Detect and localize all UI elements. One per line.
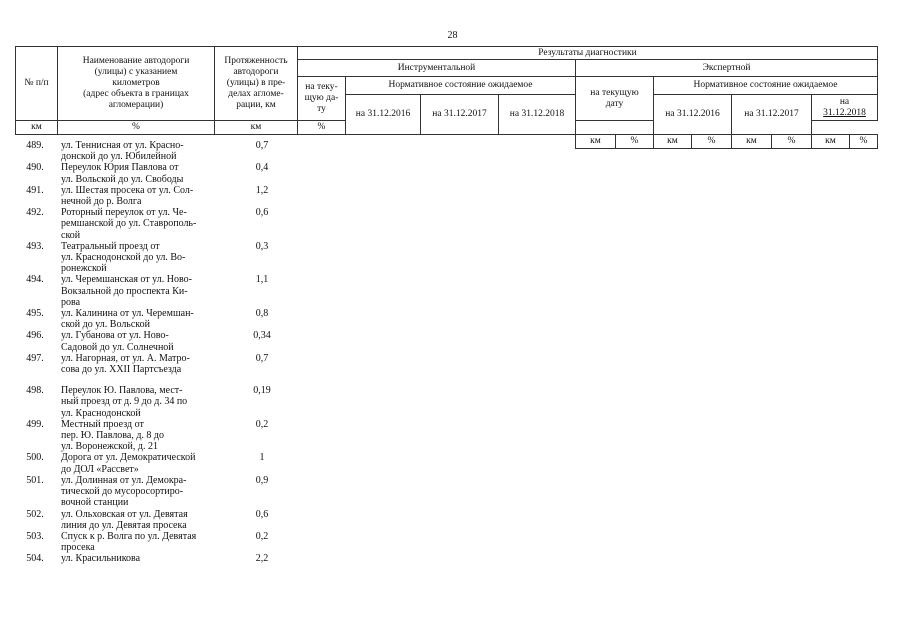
row-number: 501. bbox=[26, 474, 44, 486]
col-name-header bbox=[58, 47, 215, 121]
row-number: 489. bbox=[26, 140, 44, 151]
road-length: 0,6 bbox=[255, 508, 269, 520]
unit-pct: % bbox=[850, 135, 878, 149]
normative-expert: Нормативное состояние ожидаемое bbox=[654, 77, 878, 95]
row-number: 504. bbox=[26, 553, 44, 565]
road-name: ул. Черемшанская от ул. Ново- Вокзальной до проспекта Ки- рова bbox=[61, 274, 192, 308]
row-number: 491. bbox=[26, 184, 44, 196]
road-name: Местный проезд от пер. Ю. Павлова, д. 8 до ул. Воронежской, д. 21 bbox=[61, 418, 165, 453]
expert-date-2018: на 31.12.2018 bbox=[812, 95, 878, 121]
road-name: ул. Нагорная, от ул. А. Матро- сова до ул. XXII Партсъезда bbox=[61, 352, 190, 376]
header-line: (улицы) в пре- bbox=[226, 78, 286, 88]
table-row bbox=[15, 385, 305, 419]
instr-date-2017: на 31.12.2017 bbox=[421, 95, 499, 135]
road-length: 0,19 bbox=[253, 385, 271, 397]
header-line: на теку- bbox=[305, 82, 338, 92]
table-row bbox=[15, 419, 305, 453]
road-length: 0,4 bbox=[255, 162, 269, 174]
unit-km: км bbox=[215, 121, 298, 135]
header-line: щую да- bbox=[304, 93, 339, 103]
table-row bbox=[15, 475, 305, 509]
row-number: 495. bbox=[26, 308, 44, 320]
unit-km: км bbox=[732, 135, 772, 149]
table-row bbox=[15, 274, 305, 308]
road-name: Переулок Юрия Павлова от ул. Вольской до ул. Свободы bbox=[61, 162, 184, 185]
table-row bbox=[15, 308, 305, 330]
road-name: ул. Красильникова bbox=[61, 553, 141, 565]
road-length: 1,1 bbox=[255, 274, 269, 286]
header-line: на текущую bbox=[590, 87, 639, 98]
row-number: 497. bbox=[26, 352, 44, 364]
header-line: делах агломе- bbox=[228, 89, 284, 99]
header-line: агломерации) bbox=[108, 100, 164, 110]
table-row bbox=[15, 162, 305, 184]
unit-pct: % bbox=[616, 135, 654, 149]
row-number: 499. bbox=[26, 418, 44, 430]
row-number: 503. bbox=[26, 530, 44, 542]
road-name: Роторный переулок от ул. Че- ремшанской до ул. Ставрополь- ской bbox=[61, 207, 197, 241]
road-name: Театральный проезд от ул. Краснодонской до ул. Во- ронежской bbox=[61, 240, 186, 275]
header-table bbox=[15, 46, 878, 149]
header-line: ту bbox=[317, 104, 326, 114]
header-line: (улицы) с указанием bbox=[94, 67, 178, 77]
road-name: ул. Теннисная от ул. Красно- донской до ул. Юбилейной bbox=[61, 140, 184, 163]
row-number: 490. bbox=[26, 162, 44, 174]
header-line: Наименование автодороги bbox=[82, 56, 190, 66]
table-row bbox=[15, 452, 305, 474]
road-length: 1,2 bbox=[255, 184, 269, 196]
row-number: 498. bbox=[26, 385, 44, 397]
road-length: 0,7 bbox=[255, 352, 269, 364]
road-length: 0,6 bbox=[255, 207, 269, 219]
current-date-expert bbox=[576, 77, 654, 121]
instr-date-2016: на 31.12.2016 bbox=[346, 95, 421, 135]
road-name: ул. Губанова от ул. Ново- Садовой до ул. Солнечной bbox=[61, 330, 174, 353]
road-name: ул. Ольховская от ул. Девятая линия до ул. Девятая просека bbox=[61, 508, 188, 531]
unit-km: км bbox=[16, 121, 58, 135]
header-line: рации, км bbox=[236, 100, 276, 110]
row-number: 492. bbox=[26, 207, 44, 219]
table-row bbox=[15, 353, 305, 375]
header-line: автодороги bbox=[233, 67, 279, 77]
unit-km: км bbox=[812, 135, 850, 149]
road-length: 0,2 bbox=[255, 530, 269, 542]
expert-header: Экспертной bbox=[576, 60, 878, 77]
unit-km: км bbox=[654, 135, 692, 149]
road-list bbox=[15, 140, 305, 565]
road-length: 0,34 bbox=[253, 330, 271, 342]
road-length: 2,2 bbox=[255, 553, 269, 565]
road-length: 0,7 bbox=[255, 140, 269, 151]
row-number: 494. bbox=[26, 274, 44, 286]
unit-pct: % bbox=[692, 135, 732, 149]
table-row bbox=[15, 207, 305, 241]
row-number: 500. bbox=[26, 452, 44, 464]
table-row bbox=[15, 330, 305, 352]
road-length: 0,2 bbox=[255, 418, 269, 430]
row-number: 496. bbox=[26, 330, 44, 342]
road-length: 0,3 bbox=[255, 240, 269, 252]
current-date-instrumental bbox=[298, 77, 346, 121]
road-length: 0,8 bbox=[255, 308, 269, 320]
table-row bbox=[15, 140, 305, 162]
unit-pct: % bbox=[58, 121, 215, 135]
col-length-header bbox=[215, 47, 298, 121]
table-row bbox=[15, 531, 305, 553]
col-num-header: № п/п bbox=[16, 47, 58, 121]
table-row bbox=[15, 509, 305, 531]
instrumental-header: Инструментальной bbox=[298, 60, 576, 77]
results-header: Результаты диагностики bbox=[298, 47, 878, 60]
expert-date-2016: на 31.12.2016 bbox=[654, 95, 732, 135]
table-row bbox=[15, 553, 305, 564]
expert-date-2017: на 31.12.2017 bbox=[732, 95, 812, 135]
row-number: 502. bbox=[26, 508, 44, 520]
road-length: 0,9 bbox=[255, 474, 269, 486]
unit-pct: % bbox=[298, 121, 346, 135]
road-name: ул. Долинная от ул. Демокра- тической до мусоросортиро- вочной станции bbox=[61, 474, 187, 509]
road-name: Дорога от ул. Демократической до ДОЛ «Рассвет» bbox=[61, 452, 196, 475]
table-row bbox=[15, 185, 305, 207]
header-line: (адрес объекта в границах bbox=[83, 89, 189, 99]
page-number: 28 bbox=[447, 30, 458, 41]
unit-pct: % bbox=[772, 135, 812, 149]
instr-date-2018: на 31.12.2018 bbox=[499, 95, 576, 135]
unit-km: км bbox=[576, 135, 616, 149]
road-length: 1 bbox=[259, 452, 265, 464]
header-line: километров bbox=[112, 78, 160, 88]
header-line: дату bbox=[605, 98, 624, 109]
road-name: Переулок Ю. Павлова, мест- ный проезд от д. 9 до д. 34 по ул. Краснодонской bbox=[61, 385, 188, 419]
row-number: 493. bbox=[26, 240, 44, 252]
road-name: Спуск к р. Волга по ул. Девятая просека bbox=[61, 530, 197, 554]
table-row bbox=[15, 241, 305, 275]
normative-instrumental: Нормативное состояние ожидаемое bbox=[346, 77, 576, 95]
road-name: ул. Калинина от ул. Черемшан- ской до ул. Вольской bbox=[61, 308, 194, 331]
header-line: Протяженность bbox=[224, 56, 288, 66]
road-name: ул. Шестая просека от ул. Сол- нечной до р. Волга bbox=[61, 184, 194, 208]
